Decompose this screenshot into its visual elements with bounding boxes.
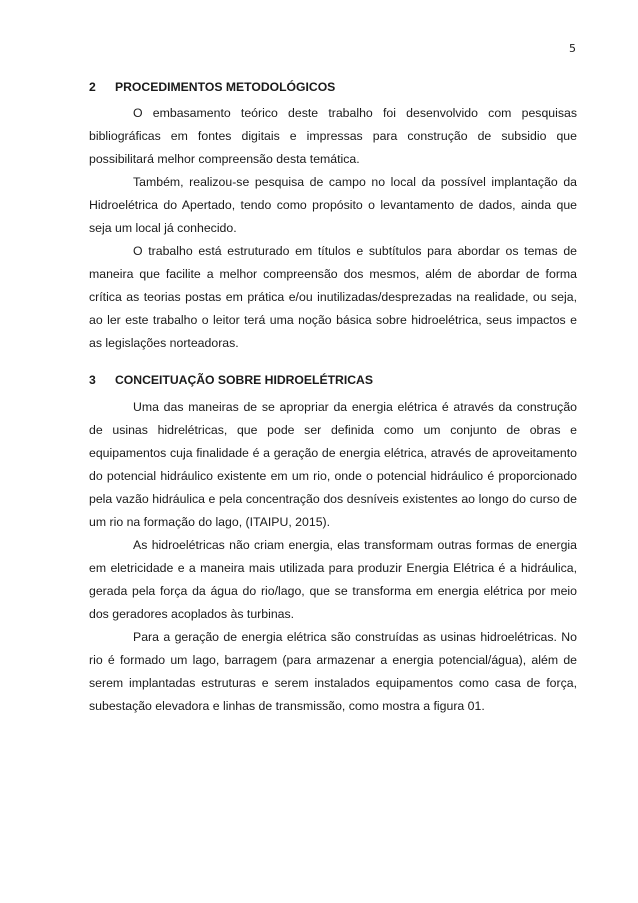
paragraph: As hidroelétricas não criam energia, elas transformam outras formas de energia em eletricidade e a maneira mais utilizada para produzir Energia Elétrica é a hidráulica, gerada pela força da água do rio/lago, que se transforma em energia elétrica por meio dos geradores acoplados às turbinas. [89, 538, 577, 621]
section-number: 2 [89, 80, 96, 94]
paragraph: O embasamento teórico deste trabalho foi desenvolvido com pesquisas bibliográficas em fontes digitais e impressas para construção de subsidio que possibilitará melhor compreensão desta temática. [89, 106, 577, 166]
paragraph: O trabalho está estruturado em títulos e subtítulos para abordar os temas de maneira que facilite a melhor compreensão dos mesmos, além de abordar de forma crítica as teorias postas em prática e/ou inutilizadas/desprezadas na realidade, ou seja, ao ler este trabalho o leitor terá uma noção básica sobre hidroelétrica, seus impactos e as legislações norteadoras. [89, 244, 577, 350]
section-title: CONCEITUAÇÃO SOBRE HIDROELÉTRICAS [115, 373, 373, 387]
document-body [89, 78, 577, 718]
section-heading-procedimentos [89, 78, 577, 96]
section-heading-conceituacao [89, 371, 577, 389]
page-number: 5 [569, 42, 576, 55]
paragraph: Para a geração de energia elétrica são construídas as usinas hidroelétricas. No rio é formado um lago, barragem (para armazenar a energia potencial/água), além de serem implantadas estruturas e serem instalados equipamentos como casa de força, subestação elevadora e linhas de transmissão, como mostra a figura 01. [89, 630, 577, 713]
section-title: PROCEDIMENTOS METODOLÓGICOS [115, 80, 336, 94]
section-number: 3 [89, 373, 96, 387]
paragraph: Uma das maneiras de se apropriar da energia elétrica é através da construção de usinas hidrelétricas, que pode ser definida como um conjunto de obras e equipamentos cuja finalidade é a geração de energia elétrica, através de aproveitamento do potencial hidráulico existente em um rio, onde o potencial hidráulico é proporcionado pela vazão hidráulica e pela concentração dos desníveis existentes ao longo do curso de um rio na formação do lago, (ITAIPU, 2015). [89, 400, 577, 529]
paragraph: Também, realizou-se pesquisa de campo no local da possível implantação da Hidroelétrica do Apertado, tendo como propósito o levantamento de dados, ainda que seja um local já conhecido. [89, 175, 577, 235]
